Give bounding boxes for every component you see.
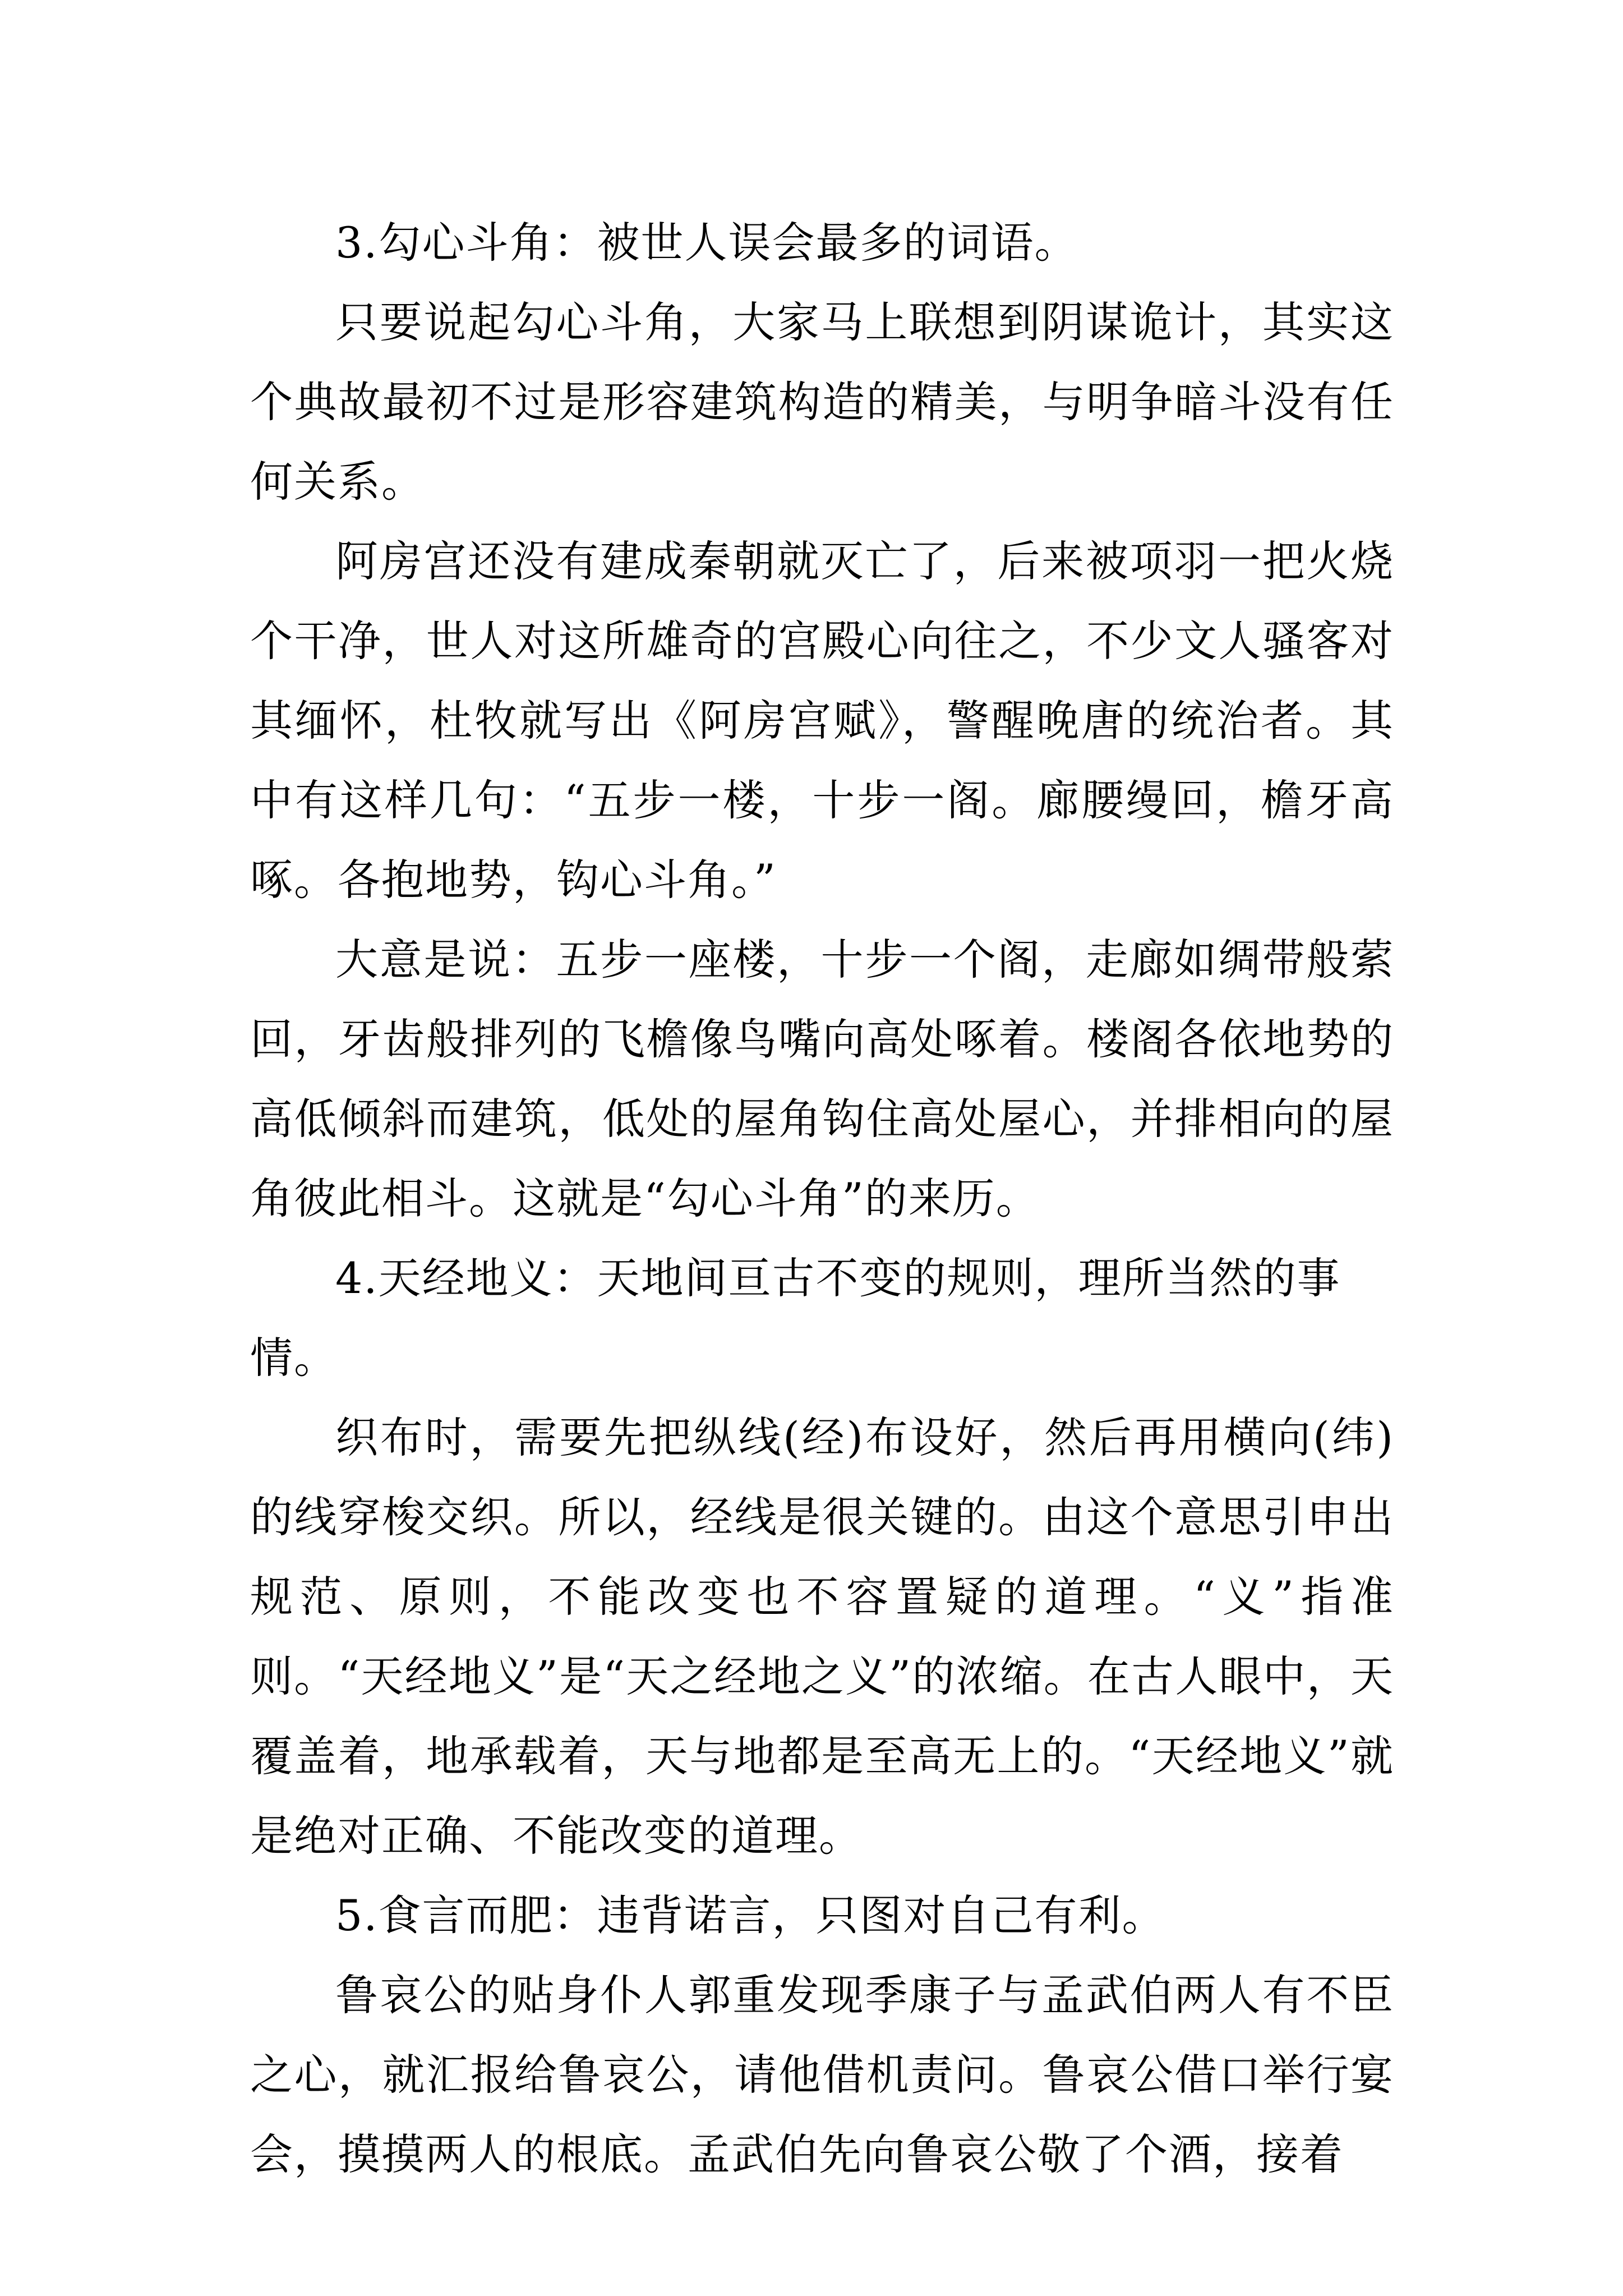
body-paragraph: 织布时，需要先把纵线(经)布设好，然后再用横向(纬)的线穿梭交织。所以，经线是很关键的。由这个意思引申出规范、原则，不能改变也不容置疑的道理。“义”指准则。“天经地义”是“天之经地之义”的浓缩。在古人眼中，天覆盖着，地承载着，天与地都是至高无上的。“天经地义”就是绝对正确、不能改变的道理。 [250, 1412, 1394, 1861]
section-heading-5: 5.食言而肥：违背诺言，只图对自己有利。 [335, 1890, 1166, 1940]
body-paragraph: 鲁哀公的贴身仆人郭重发现季康子与孟武伯两人有不臣之心，就汇报给鲁哀公，请他借机责问。鲁哀公借口举行宴会，摸摸两人的根底。孟武伯先向鲁哀公敬了个酒，接着 [250, 1970, 1394, 2179]
section-heading-3: 3.勾心斗角：被世人误会最多的词语。 [335, 218, 1078, 268]
body-paragraph: 只要说起勾心斗角，大家马上联想到阴谋诡计，其实这个典故最初不过是形容建筑构造的精美，与明争暗斗没有任何关系。 [250, 297, 1394, 507]
body-paragraph: 阿房宫还没有建成秦朝就灭亡了，后来被项羽一把火烧个干净，世人对这所雄奇的宫殿心向往之，不少文人骚客对其缅怀，杜牧就写出《阿房宫赋》，警醒晚唐的统治者。其中有这样几句：“五步一楼，十步一阁。廊腰缦回，檐牙高啄。各抱地势，钩心斗角。” [250, 536, 1394, 905]
document-body [250, 203, 1394, 2194]
body-paragraph: 大意是说：五步一座楼，十步一个阁，走廊如绸带般萦回，牙齿般排列的飞檐像鸟嘴向高处啄着。楼阁各依地势的高低倾斜而建筑，低处的屋角钩住高处屋心，并排相向的屋角彼此相斗。这就是“勾心斗角”的来历。 [250, 935, 1394, 1223]
section-heading-4: 4.天经地义：天地间亘古不变的规则，理所当然的事情。 [250, 1253, 1341, 1383]
